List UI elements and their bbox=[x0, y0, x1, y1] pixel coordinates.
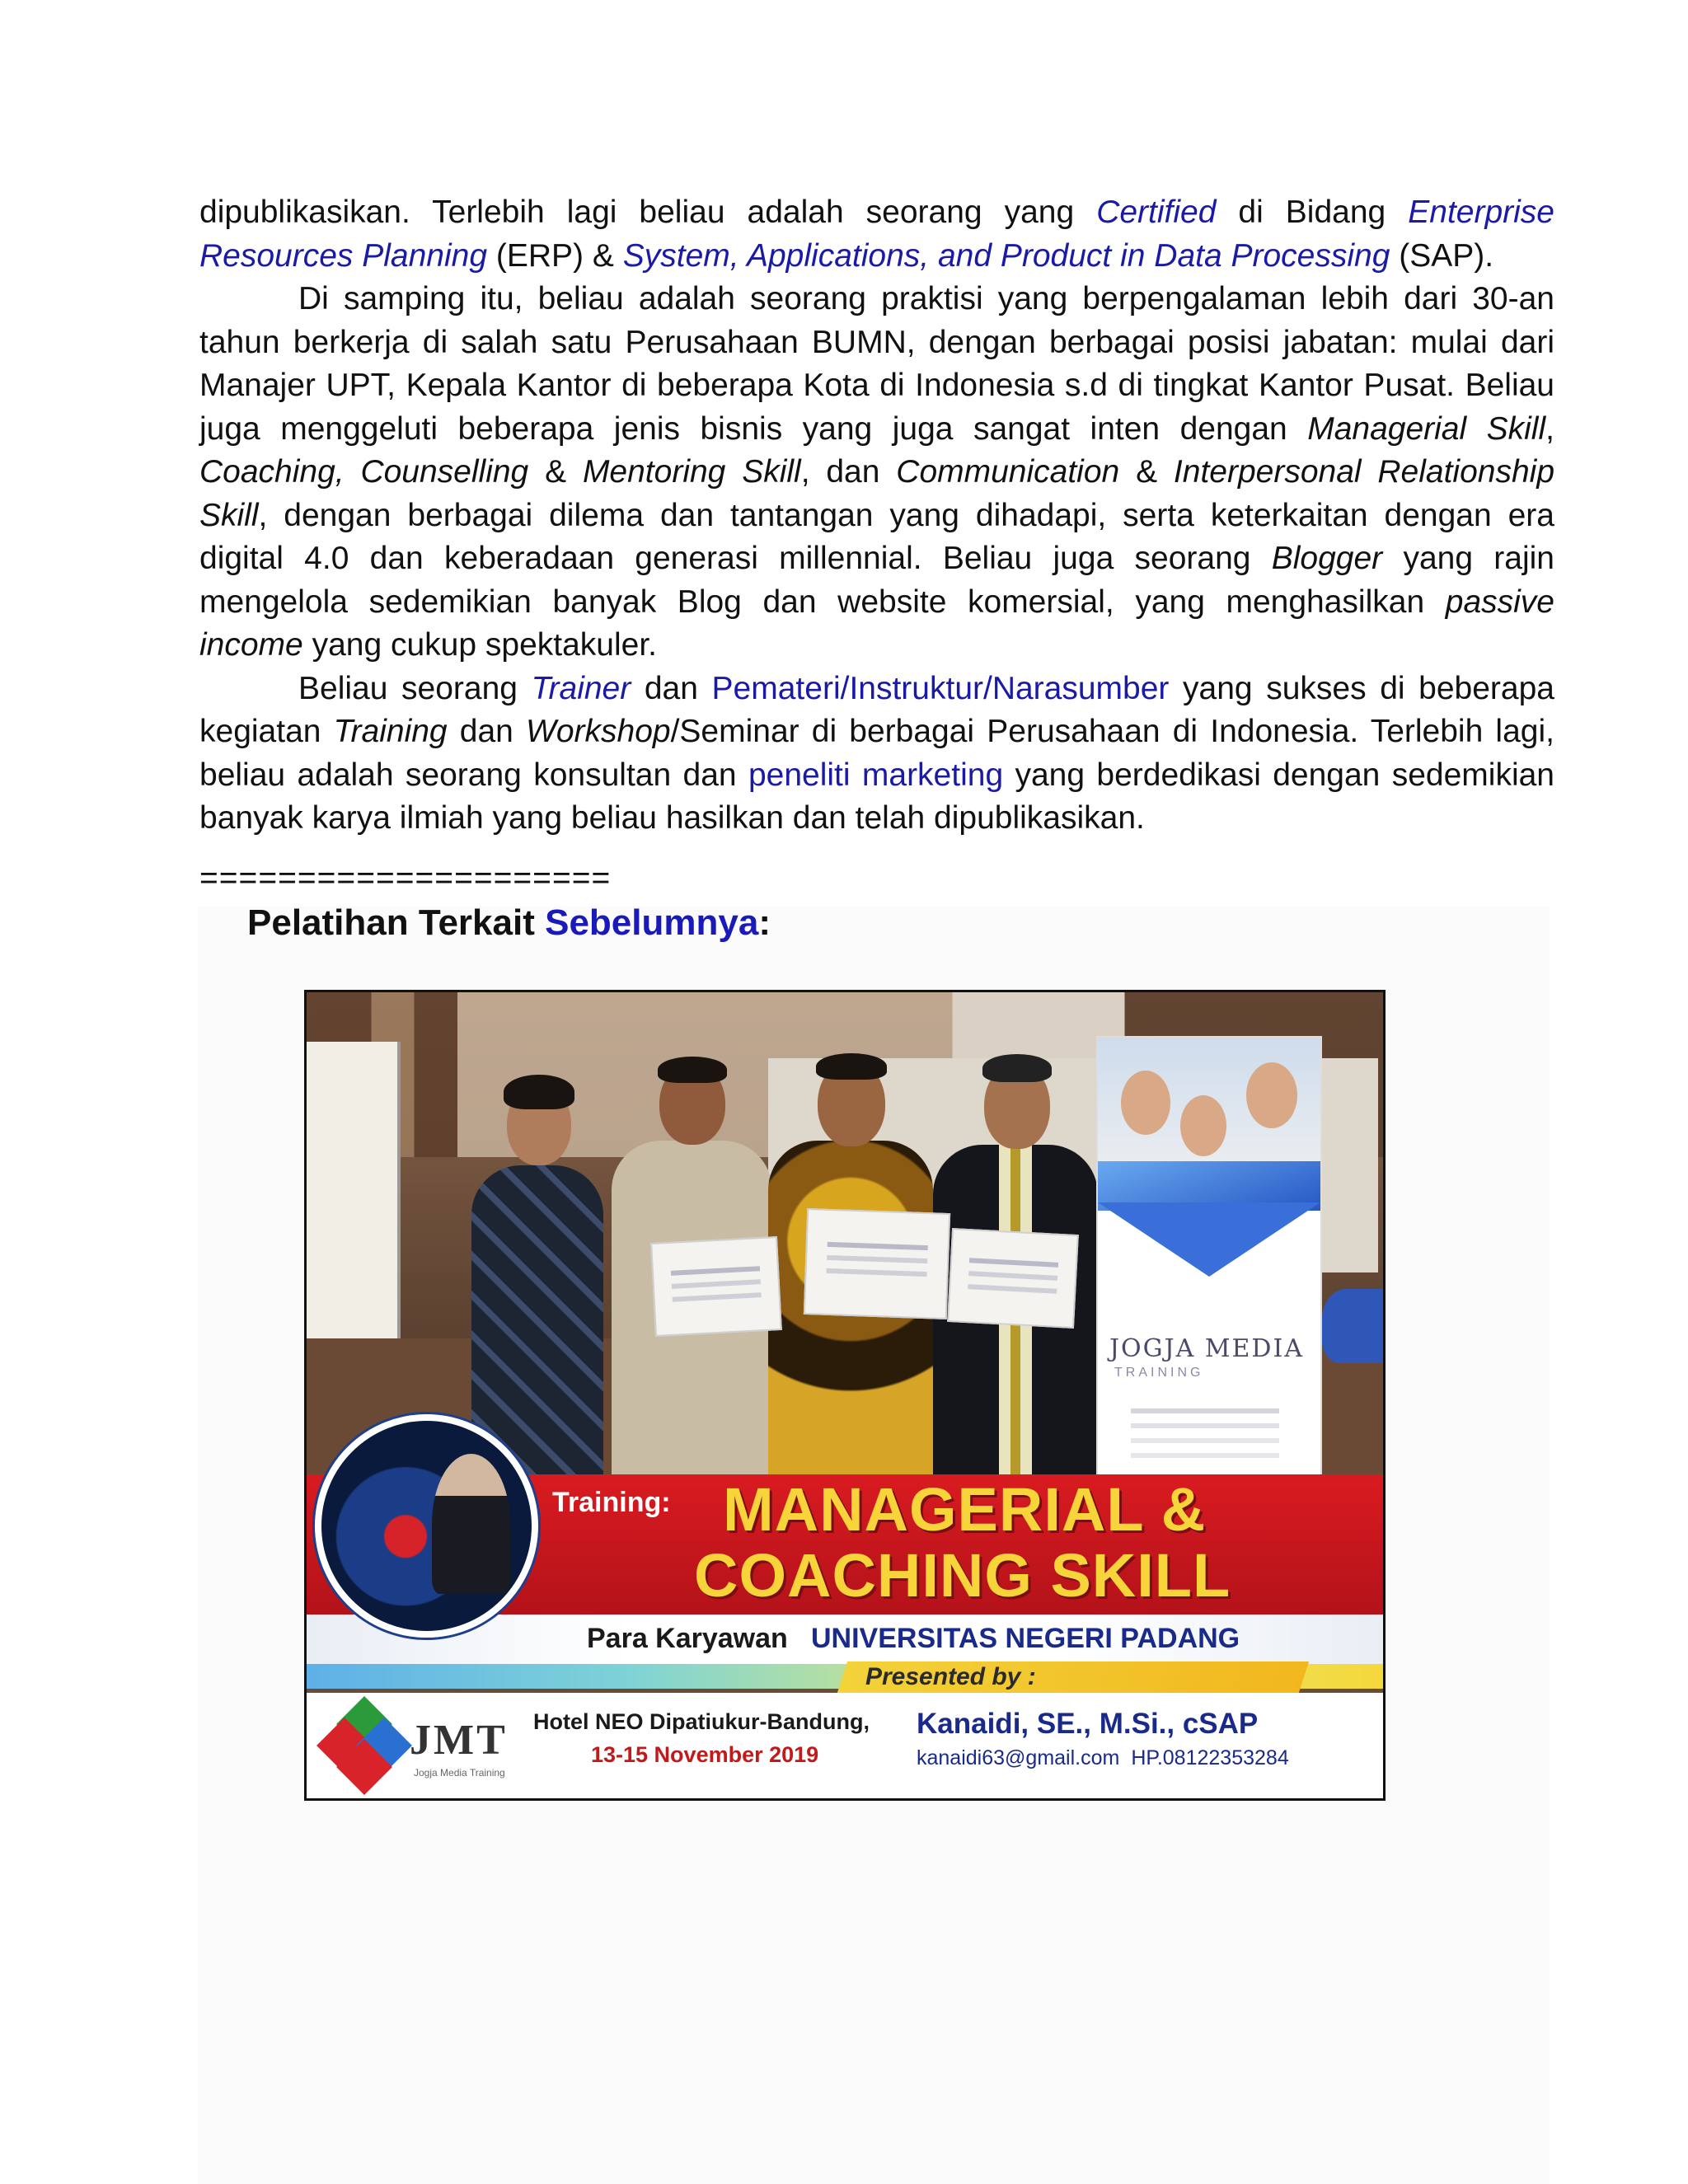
presenter-figure bbox=[432, 1454, 510, 1594]
poster-title-line-2: COACHING SKILL bbox=[694, 1541, 1231, 1610]
presenter-phone: HP.08122353284 bbox=[1131, 1746, 1289, 1769]
jmt-logo-subtext: Jogja Media Training bbox=[414, 1767, 505, 1779]
text-span: /Seminar di berbagai Perusahaan di Indonesia. Terlebih lagi, beliau adalah seorang konsultan dan bbox=[199, 714, 1554, 793]
text-span: dipublikasikan. Terlebih lagi beliau adalah seorang yang bbox=[199, 194, 1097, 230]
text-span: yang rajin mengelola sedemikian banyak Blog dan website komersial, yang menghasilkan bbox=[199, 541, 1554, 620]
presented-by-tag bbox=[837, 1661, 1309, 1693]
certificate-3 bbox=[947, 1228, 1079, 1329]
italic-term: Workshop bbox=[526, 714, 671, 749]
blue-object bbox=[1322, 1289, 1383, 1363]
presenter-email: kanaidi63@gmail.com bbox=[917, 1746, 1120, 1769]
text-span: & bbox=[528, 454, 583, 490]
link-erp[interactable]: Enterprise Resources Planning bbox=[199, 194, 1554, 274]
poster-title-line-1: MANAGERIAL & bbox=[723, 1475, 1207, 1544]
separator-line: ===================== bbox=[199, 860, 612, 896]
roll-up-banner bbox=[1098, 1038, 1320, 1474]
heading-suffix: : bbox=[758, 902, 771, 943]
italic-term: Blogger bbox=[1271, 541, 1383, 576]
text-span: , bbox=[1545, 410, 1554, 447]
heading-link-sebelumnya[interactable]: Sebelumnya bbox=[545, 902, 759, 943]
paragraph-2 bbox=[199, 278, 1554, 668]
presented-by-label: Presented by : bbox=[865, 1663, 1036, 1690]
audience-prefix: Para Karyawan bbox=[587, 1623, 788, 1654]
link-sap[interactable]: System, Applications, and Product in Data Processing bbox=[622, 237, 1390, 274]
italic-term: Training bbox=[333, 714, 448, 749]
certificate-2 bbox=[804, 1208, 950, 1319]
heading-prefix: Pelatihan Terkait bbox=[247, 902, 546, 943]
text-span: di Bidang bbox=[1216, 194, 1409, 230]
text-span: dan bbox=[631, 670, 712, 706]
text-span: (ERP) & bbox=[487, 237, 623, 274]
link-pemateri[interactable]: Pemateri/Instruktur/Narasumber bbox=[711, 670, 1170, 706]
text-span: Di samping itu, beliau adalah seorang praktisi yang berpengalaman lebih dari 30-an tahun berkerja di salah satu Perusahaan BUMN, dengan berbagai posisi jabatan: mulai dari Manajer UPT, Kepala Kantor di beberapa Kota di Indonesia s.d di tingkat Kantor Pusat. Beliau juga menggeluti beberapa jenis bisnis yang juga sangat inten dengan bbox=[199, 281, 1554, 447]
text-span: yang berdedikasi dengan sedemikian banyak karya ilmiah yang beliau hasilkan dan telah dipublikasikan. bbox=[199, 757, 1554, 836]
person-1 bbox=[467, 1050, 607, 1474]
text-span: yang cukup spektakuler. bbox=[302, 627, 658, 663]
italic-term: Managerial Skill bbox=[1307, 410, 1546, 447]
certificate-1 bbox=[650, 1236, 782, 1337]
banner-text-lines bbox=[1131, 1408, 1279, 1413]
paragraph-1 bbox=[199, 191, 1554, 278]
text-span: , dan bbox=[800, 454, 897, 490]
text-span: & bbox=[1119, 454, 1174, 490]
link-trainer[interactable]: Trainer bbox=[531, 670, 631, 706]
venue-text: Hotel NEO Dipatiukur-Bandung, bbox=[533, 1709, 870, 1734]
presenter-contact bbox=[917, 1746, 1289, 1770]
text-span: yang sukses di beberapa kegiatan bbox=[199, 670, 1554, 749]
jmt-logo-text: JMT bbox=[410, 1717, 508, 1764]
link-peneliti-marketing[interactable]: peneliti marketing bbox=[748, 757, 1004, 793]
italic-term: Mentoring Skill bbox=[582, 454, 801, 490]
text-span: (SAP). bbox=[1390, 237, 1494, 274]
audience-organization: UNIVERSITAS NEGERI PADANG bbox=[811, 1623, 1240, 1654]
section-heading bbox=[247, 898, 771, 948]
italic-term: Interpersonal Relationship Skill bbox=[199, 454, 1555, 533]
presenter-name: Kanaidi, SE., M.Si., cSAP bbox=[917, 1708, 1259, 1740]
training-poster-image bbox=[304, 990, 1386, 1801]
italic-term: passive income bbox=[199, 583, 1554, 663]
event-dates: 13-15 November 2019 bbox=[591, 1742, 819, 1767]
banner-brand-text: JOGJA MEDIA bbox=[1109, 1334, 1304, 1363]
group-photo bbox=[307, 992, 1383, 1474]
banner-sub-text: TRAINING bbox=[1114, 1366, 1204, 1380]
globe-presenter-icon bbox=[315, 1414, 538, 1638]
text-span: dan bbox=[447, 714, 527, 749]
jmt-diamond-logo-icon bbox=[321, 1701, 408, 1788]
italic-term: Communication bbox=[896, 454, 1120, 490]
italic-term: Coaching, Counselling bbox=[199, 454, 529, 490]
training-label: Training: bbox=[552, 1487, 671, 1518]
text-span: Beliau seorang bbox=[298, 670, 532, 706]
link-certified[interactable]: Certified bbox=[1096, 194, 1217, 230]
text-span: , dengan berbagai dilema dan tantangan yang dihadapi, serta keterkaitan dengan era digital 4.0 dan keberadaan generasi millennial. Beliau juga seorang bbox=[199, 497, 1554, 576]
paragraph-3 bbox=[199, 668, 1554, 841]
banner-blue-triangle bbox=[1098, 1202, 1320, 1277]
body-text bbox=[199, 191, 1554, 841]
